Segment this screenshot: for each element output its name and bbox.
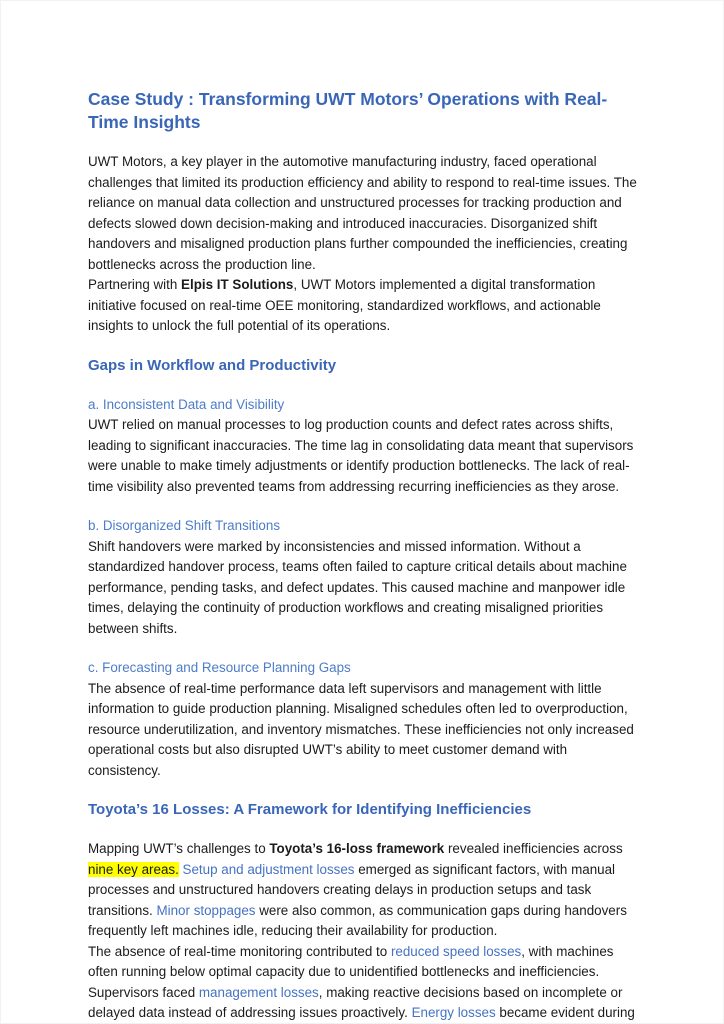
text-run: were also common, as communication gaps during handovers frequently left machines idle, reducing their availability for production.	[88, 902, 627, 938]
toyota-losses-paragraph-text	[88, 839, 640, 1024]
subsection-c-forecasting-gaps-text	[88, 679, 640, 782]
subsection-c-forecasting-gaps-heading: c. Forecasting and Resource Planning Gaps	[88, 660, 351, 675]
text-run: The absence of real-time performance data left supervisors and management with little information to guide production planning. Misaligned schedules often led to overproduction, resource underutilization, and inventory mismatches. These inefficiencies not only increased operational costs but also disrupted UWT’s ability to meet customer demand with consistency.	[88, 680, 634, 778]
text-run: The absence of real-time monitoring contributed to	[88, 943, 391, 959]
text-run: , with machines often running below optimal capacity due to unidentified bottlenecks and inefficiencies. Supervisors faced	[88, 943, 614, 1000]
subsection-a-inconsistent-data-text	[88, 415, 640, 497]
text-run: Shift handovers were marked by inconsistencies and missed information. Without a standardized handover process, teams often failed to capture critical details about machine performance, pending tasks, and defect updates. This caused machine and manpower idle times, delaying the continuity of production workflows and creating misaligned priorities between shifts.	[88, 538, 627, 636]
blue-text-run: reduced speed losses	[390, 943, 522, 959]
heading-gaps-in-workflow: Gaps in Workflow and Productivity	[88, 356, 337, 374]
text-run: became evident during	[495, 1005, 635, 1020]
document-title: Case Study : Transforming UWT Motors’ Operations with Real-Time Insights	[88, 89, 608, 132]
text-run: , making reactive decisions based on incomplete or delayed data instead of addressing issues proactively.	[88, 984, 623, 1020]
intro-paragraph	[88, 152, 640, 337]
subsection-a-inconsistent-data	[88, 395, 640, 498]
text-run: Partnering with	[88, 277, 182, 292]
toyota-losses-paragraph	[88, 839, 640, 1024]
subsection-c-forecasting-gaps	[88, 658, 640, 781]
text-run: , UWT Motors implemented a digital transformation initiative focused on real-time OEE monitoring, standardized workflows, and actionable insights to unlock the full potential of its operations.	[88, 277, 601, 333]
blue-text-run: Minor stoppages	[156, 902, 256, 918]
heading-toyota-16-losses: Toyota’s 16 Losses: A Framework for Identifying Inefficiencies	[88, 801, 532, 818]
blue-text-run: management losses	[198, 984, 319, 1000]
document-body	[88, 152, 640, 1024]
subsection-b-shift-transitions-text	[88, 537, 640, 640]
subsection-b-shift-transitions	[88, 516, 640, 639]
intro-paragraph-text	[88, 152, 640, 337]
blue-text-run: Setup and adjustment losses	[182, 861, 355, 877]
text-run: UWT relied on manual processes to log production counts and defect rates across shifts, leading to significant inaccuracies. The time lag in consolidating data meant that supervisors were unable to make timely adjustments or identify production bottlenecks. The lack of real-time visibility also prevented teams from addressing recurring inefficiencies as they arose.	[88, 417, 634, 494]
bold-text-run: Toyota’s 16-loss framework	[269, 841, 445, 856]
text-run: Mapping UWT’s challenges to	[88, 841, 270, 856]
text-run: revealed inefficiencies across	[444, 841, 623, 856]
highlight-text-run: nine key areas.	[88, 861, 179, 877]
text-run: emerged as significant factors, with manual processes and unstructured handovers creating delays in production setups and task transitions.	[88, 861, 616, 918]
blue-text-run: Energy losses	[411, 1005, 496, 1020]
text-run: UWT Motors, a key player in the automotive manufacturing industry, faced operational challenges that limited its production efficiency and ability to respond to real-time issues. The reliance on manual data collection and unstructured processes for tracking production and defects slowed down decision-making and introduced inaccuracies. Disorganized shift handovers and misaligned production plans further compounded the inefficiencies, creating bottlenecks across the production line.	[88, 154, 637, 272]
bold-text-run: Elpis IT Solutions	[181, 277, 294, 292]
subsection-b-shift-transitions-heading: b. Disorganized Shift Transitions	[88, 518, 281, 533]
subsection-a-inconsistent-data-heading: a. Inconsistent Data and Visibility	[88, 396, 285, 412]
